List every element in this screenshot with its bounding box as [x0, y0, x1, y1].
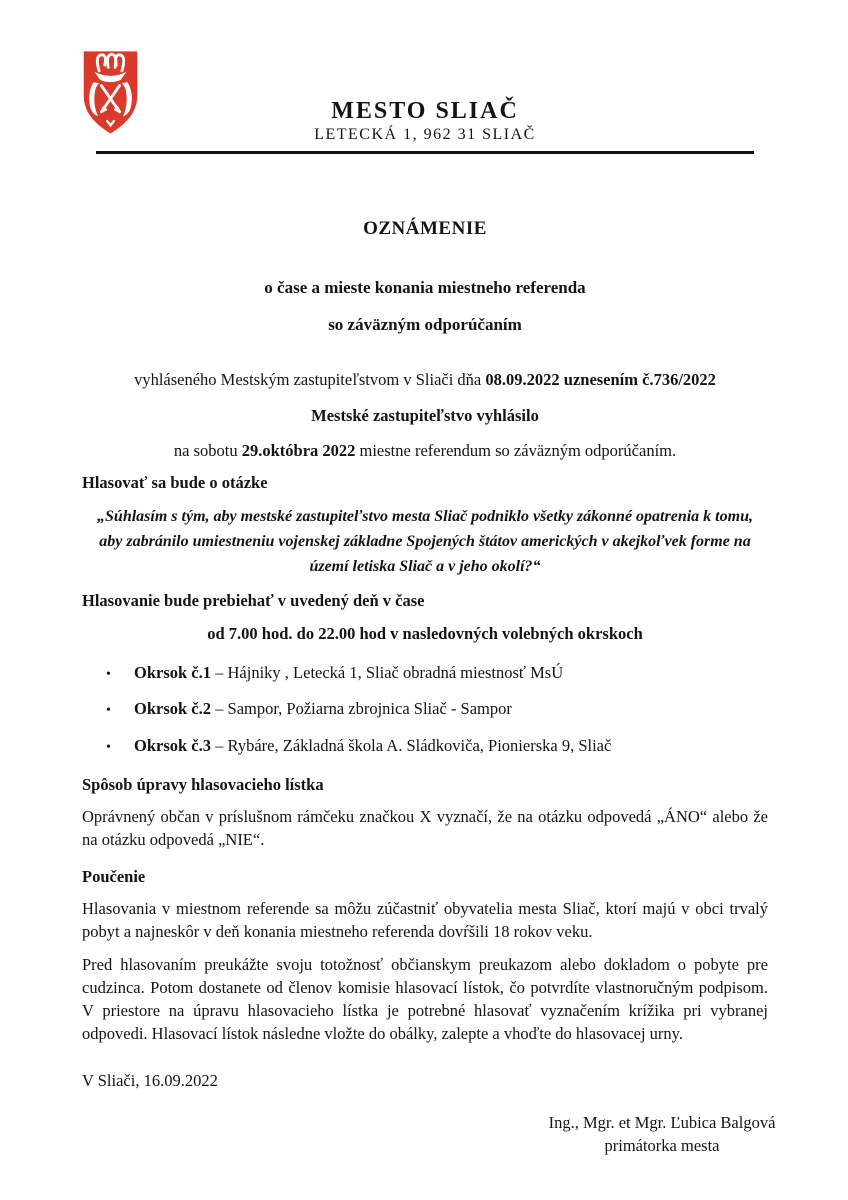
district-2-label: Okrsok č.2: [134, 699, 212, 719]
proclamation-line1-bold: 08.09.2022 uznesením č.736/2022: [485, 370, 716, 390]
ballot-section-heading: Spôsob úpravy hlasovacieho lístka: [82, 775, 324, 795]
district-3: [134, 735, 611, 757]
list-item: [82, 684, 768, 721]
proclamation-line3-suffix: miestne referendum so záväzným odporúčaním.: [355, 440, 677, 460]
list-item: [82, 721, 768, 758]
district-2: [134, 698, 512, 720]
district-3-description: – Rybáre, Základná škola A. Sládkoviča, Pionierska 9, Sliač: [211, 736, 612, 756]
district-1: [134, 662, 563, 684]
ballot-section-body: Oprávnený občan v príslušnom rámčeku značkou X vyznačí, že na otázku odpovedá „ÁNO“ alebo že na otázku odpovedá „NIE“.: [82, 807, 768, 850]
list-item: [82, 648, 768, 685]
dateline: V Sliači, 16.09.2022: [82, 1071, 218, 1091]
referendum-question: „Súhlasím s tým, aby mestské zastupiteľstvo mesta Sliač podniklo všetky zákonné opatrenia k tomu, aby zabránilo umiestneniu vojenskej základne Spojených štátov amerických v akejkoľvek forme na území letiska Sliač a v jeho okolí?“: [97, 508, 753, 575]
instruction-paragraph-1: Hlasovania v miestnom referende sa môžu zúčastniť obyvatelia mesta Sliač, ktorí majú v obci trvalý pobyt a najneskôr v deň konania miestneho referenda dovŕšili 18 rokov veku.: [82, 898, 768, 941]
bullet-icon: •: [106, 666, 111, 682]
district-2-description: – Sampor, Požiarna zbrojnica Sliač - Sampor: [211, 699, 512, 719]
district-list: [82, 644, 768, 759]
document-subtitle-line1: o čase a mieste konania miestneho referenda: [264, 278, 586, 298]
instruction-section-heading: Poučenie: [82, 866, 146, 886]
proclamation-line3-prefix: na sobotu: [173, 440, 242, 460]
instruction-paragraph-2: Pred hlasovaním preukážte svoju totožnosť občianskym preukazom alebo dokladom o pobyte pre cudzinca. Potom dostanete od členov komisie hlasovací lístok, čo potvrdíte vlastnoručným podpisom. V priestore na úpravu hlasovacieho lístka je potrebné hlasovať vyznačením krížika pri vybranej odpovedi. Hlasovací lístok následne vložte do obálky, zalepte a vhoďte do hlasovacej urny.: [82, 955, 768, 1043]
district-1-label: Okrsok č.1: [134, 662, 212, 682]
signatory-name: Ing., Mgr. et Mgr. Ľubica Balgová: [548, 1113, 776, 1133]
proclamation-line2: Mestské zastupiteľstvo vyhlásilo: [311, 405, 539, 425]
district-1-description: – Hájniky , Letecká 1, Sliač obradná miestnosť MsÚ: [211, 662, 564, 682]
proclamation-line3-date: 29.októbra 2022: [241, 440, 356, 460]
proclamation-line1: [82, 335, 768, 391]
signature-block: [482, 1091, 842, 1157]
district-3-label: Okrsok č.3: [134, 736, 212, 756]
proclamation-line3: [82, 427, 768, 462]
organization-name: MESTO SLIAČ: [331, 98, 519, 124]
voting-time-heading: Hlasovanie bude prebiehať v uvedený deň v čase: [82, 590, 425, 610]
document-subtitle-line2: so záväzným odporúčaním: [328, 315, 522, 335]
document-title: OZNÁMENIE: [363, 218, 487, 240]
voting-hours: od 7.00 hod. do 22.00 hod v nasledovných volebných okrskoch: [207, 623, 643, 643]
organization-address: LETECKÁ 1, 962 31 SLIAČ: [314, 126, 536, 144]
bullet-icon: •: [106, 740, 111, 756]
proclamation-line1-normal: vyhláseného Mestským zastupiteľstvom v Sliači dňa: [134, 370, 486, 390]
question-section-heading: Hlasovať sa bude o otázke: [82, 473, 268, 493]
bullet-icon: •: [106, 703, 111, 719]
signatory-title: primátorka mesta: [604, 1136, 720, 1156]
